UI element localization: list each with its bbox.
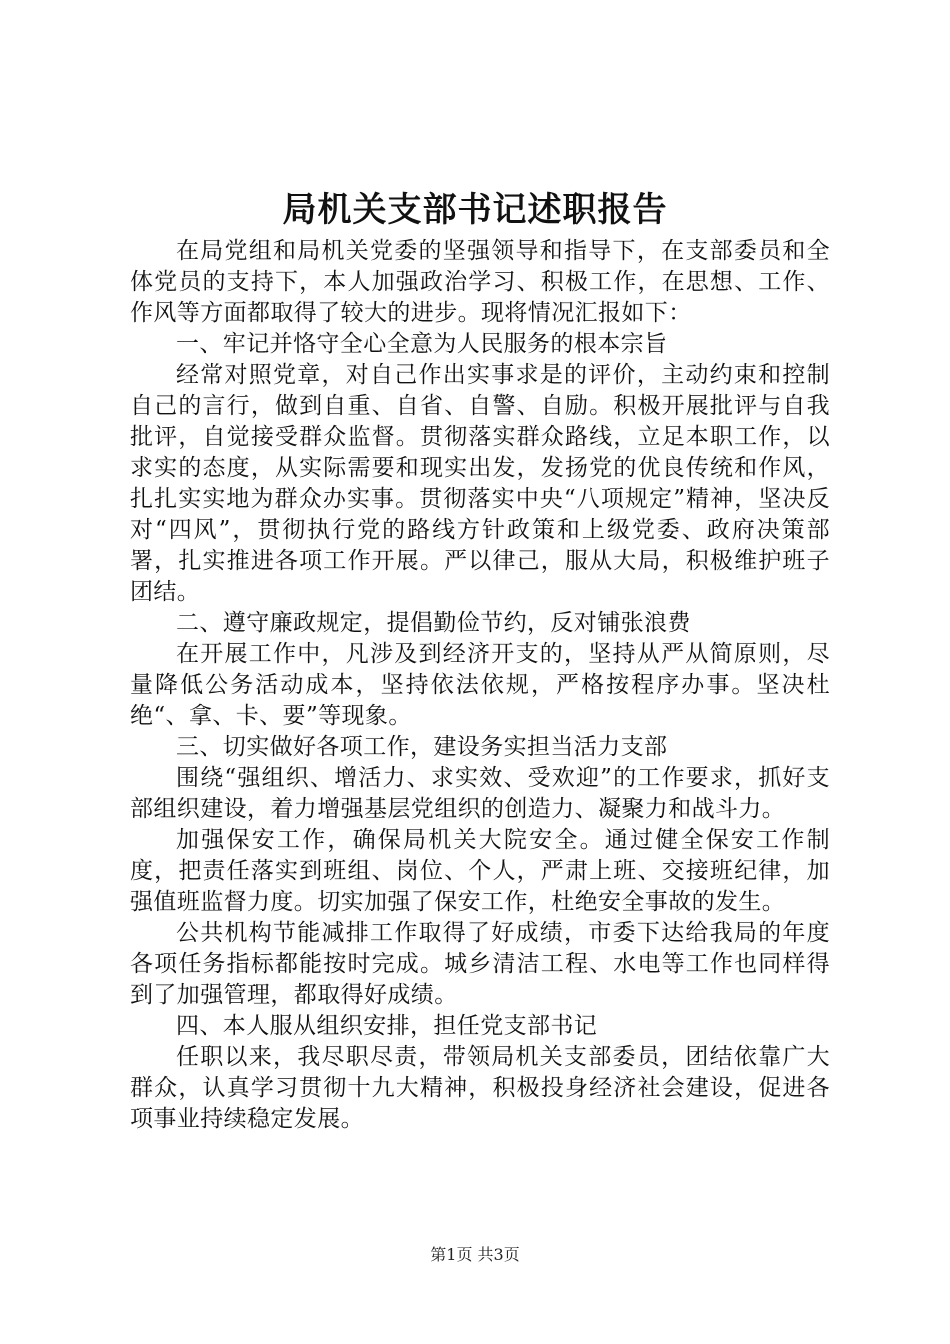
body-paragraph: 经常对照党章，对自己作出实事求是的评价，主动约束和控制自己的言行，做到自重、自省、自警、自励。积极开展批评与自我批评，自觉接受群众监督。贯彻落实群众路线，立足本职工作，以求实的态度，从实际需要和现实出发，发扬党的优良传统和作风，扎扎实实地为群众办实事。贯彻落实中央“八项规定”精神，坚决反对“四风”，贯彻执行党的路线方针政策和上级党委、政府决策部署，扎实推进各项工作开展。严以律己，服从大局，积极维护班子团结。 <box>130 362 830 605</box>
body-paragraph: 任职以来，我尽职尽责，带领局机关支部委员，团结依靠广大群众，认真学习贯彻十九大精神，积极投身经济社会建设，促进各项事业持续稳定发展。 <box>130 1044 830 1132</box>
section-heading-3: 三、切实做好各项工作，建设务实担当活力支部 <box>176 734 668 760</box>
body-paragraph: 在开展工作中，凡涉及到经济开支的，坚持从严从简原则，尽量降低公务活动成本，坚持依法依规，严格按程序办事。坚决杜绝“、拿、卡、要”等现象。 <box>130 641 830 729</box>
body-paragraph: 公共机构节能减排工作取得了好成绩，市委下达给我局的年度各项任务指标都能按时完成。城乡清洁工程、水电等工作也同样得到了加强管理，都取得好成绩。 <box>130 920 830 1008</box>
body-paragraph: 围绕“强组织、增活力、求实效、受欢迎”的工作要求，抓好支部组织建设，着力增强基层党组织的创造力、凝聚力和战斗力。 <box>130 765 830 822</box>
section-heading-2: 二、遵守廉政规定，提倡勤俭节约，反对铺张浪费 <box>176 610 691 636</box>
section-heading-4: 四、本人服从组织安排，担任党支部书记 <box>176 1013 598 1039</box>
page-number-footer: 第1页 共3页 <box>430 1245 520 1264</box>
intro-paragraph: 在局党组和局机关党委的坚强领导和指导下，在支部委员和全体党员的支持下，本人加强政治学习、积极工作，在思想、工作、作风等方面都取得了较大的进步。现将情况汇报如下： <box>130 238 830 326</box>
body-paragraph: 加强保安工作，确保局机关大院安全。通过健全保安工作制度，把责任落实到班组、岗位、个人，严肃上班、交接班纪律，加强值班监督力度。切实加强了保安工作，杜绝安全事故的发生。 <box>130 827 830 915</box>
document-body <box>130 236 830 1135</box>
document-title: 局机关支部书记述职报告 <box>282 190 668 230</box>
section-heading-1: 一、牢记并恪守全心全意为人民服务的根本宗旨 <box>176 331 668 357</box>
